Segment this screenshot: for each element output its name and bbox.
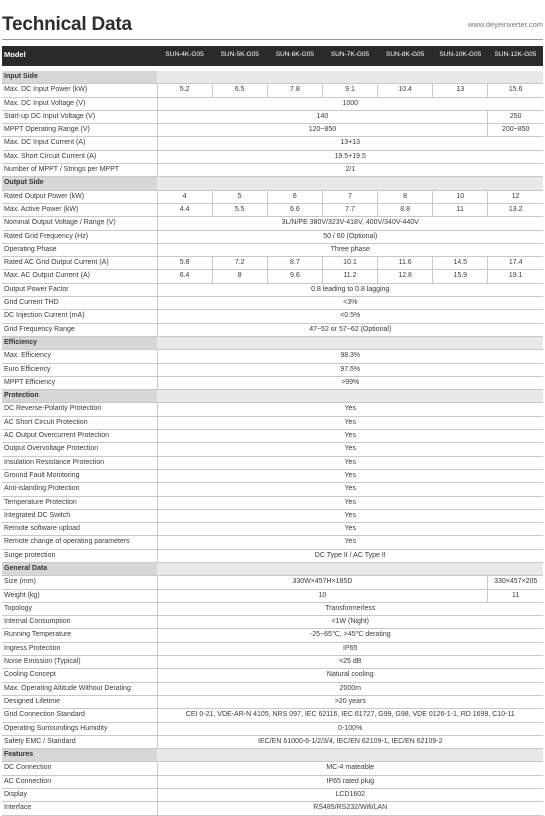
model-name: SUN-4K-G05 (157, 46, 212, 65)
model-name: SUN-10K-G05 (433, 46, 488, 65)
section-header-row (2, 562, 543, 575)
spec-value: 13+13 (157, 137, 543, 150)
spec-row (2, 762, 543, 775)
spec-label: DC Reverse-Polarity Protection (2, 403, 157, 416)
spec-row (2, 536, 543, 549)
spec-label: Max. Active Power (kW) (2, 203, 157, 216)
spec-label: Insulation Resistance Protection (2, 456, 157, 469)
spec-row (2, 323, 543, 336)
spec-row (2, 350, 543, 363)
spec-value: <25 dB (157, 656, 543, 669)
model-label: Model (2, 46, 157, 65)
spec-row (2, 496, 543, 509)
spec-value: Transformerless (157, 602, 543, 615)
spec-label: MPPT Operating Range (V) (2, 124, 157, 137)
section-title: Efficiency (2, 336, 157, 349)
spec-value: 15.9 (433, 270, 488, 283)
spec-row (2, 363, 543, 376)
spec-value: Natural cooling (157, 669, 543, 682)
spec-value: 19.5+19.5 (157, 150, 543, 163)
spec-label: Designed Lifetime (2, 695, 157, 708)
spec-row (2, 97, 543, 110)
model-name: SUN-5K-G05 (212, 46, 267, 65)
spec-label: Noise Emission (Typical) (2, 656, 157, 669)
spec-value: IP65 (157, 642, 543, 655)
spec-value: >99% (157, 376, 543, 389)
spec-table-body (2, 46, 543, 815)
spec-label: Running Temperature (2, 629, 157, 642)
spec-value: Yes (157, 483, 543, 496)
spec-value: 12.8 (378, 270, 433, 283)
spec-label: Nominal Output Voltage / Range (V) (2, 217, 157, 230)
spec-row (2, 217, 543, 230)
spec-value: 8 (212, 270, 267, 283)
spec-row (2, 456, 543, 469)
spec-label: MPPT Efficiency (2, 376, 157, 389)
spec-value: 12 (488, 190, 543, 203)
spec-row (2, 695, 543, 708)
spec-row (2, 124, 543, 137)
spec-value: 6.6 (267, 203, 322, 216)
spec-label: Operating Phase (2, 243, 157, 256)
spec-row (2, 137, 543, 150)
spec-row (2, 270, 543, 283)
spec-row (2, 722, 543, 735)
spec-label: Cooling Concept (2, 669, 157, 682)
spec-value: 7 (322, 190, 377, 203)
spec-row (2, 523, 543, 536)
model-header-row (2, 46, 543, 65)
spec-value: 5.8 (157, 257, 212, 270)
spec-row (2, 616, 543, 629)
spec-label: DC Injection Current (mA) (2, 310, 157, 323)
spec-row (2, 642, 543, 655)
spec-label: Output Overvoltage Protection (2, 443, 157, 456)
spec-value: 19.1 (488, 270, 543, 283)
spec-label: Start-up DC Input Voltage (V) (2, 110, 157, 123)
spec-label: Anti-islanding Protection (2, 483, 157, 496)
spec-row (2, 576, 543, 589)
model-name: SUN-7K-G05 (322, 46, 377, 65)
spec-value: 11.6 (378, 257, 433, 270)
spec-value: 10.4 (378, 84, 433, 97)
spec-label: Temperature Protection (2, 496, 157, 509)
spec-label: Rated Grid Frequency (Hz) (2, 230, 157, 243)
spec-value: 50 / 60 (Optional) (157, 230, 543, 243)
spec-label: Rated AC Grid Output Current (A) (2, 257, 157, 270)
spec-label: Grid Frequency Range (2, 323, 157, 336)
section-header-row (2, 336, 543, 349)
section-fill (157, 336, 543, 349)
section-title: Features (2, 749, 157, 762)
spec-row (2, 443, 543, 456)
spec-row (2, 297, 543, 310)
section-title: Input Side (2, 71, 157, 84)
spec-value: 0-100% (157, 722, 543, 735)
spec-label: Topology (2, 602, 157, 615)
spec-row (2, 164, 543, 177)
spec-label: DC Connection (2, 762, 157, 775)
spec-value: CEI 0-21, VDE-AR-N 4105, NRS 097, IEC 62116, IEC 61727, G99, G98, VDE 0126-1-1, RD 1699, C10-11 (157, 709, 543, 722)
spec-value: 5.2 (157, 84, 212, 97)
model-name: SUN-8K-G05 (378, 46, 433, 65)
spec-label: Max. Efficiency (2, 350, 157, 363)
spec-value: LCD1602 (157, 789, 543, 802)
spec-row (2, 310, 543, 323)
section-fill (157, 177, 543, 190)
spec-label: AC Connection (2, 775, 157, 788)
spec-value: 6.4 (157, 270, 212, 283)
section-fill (157, 749, 543, 762)
spec-label: Output Power Factor (2, 283, 157, 296)
spec-label: Integrated DC Switch (2, 509, 157, 522)
spec-value: 17.4 (488, 257, 543, 270)
spec-label: AC Short Circuit Protection (2, 416, 157, 429)
spec-row (2, 735, 543, 748)
spec-row (2, 84, 543, 97)
spec-row (2, 549, 543, 562)
spec-value: 11 (488, 589, 543, 602)
website-link[interactable]: www.deyeinverter.com (467, 20, 543, 29)
spec-row (2, 110, 543, 123)
spec-value: 97.5% (157, 363, 543, 376)
spec-value: 8.8 (378, 203, 433, 216)
spec-label: Euro Efficiency (2, 363, 157, 376)
spec-label: Internal Consumption (2, 616, 157, 629)
section-fill (157, 71, 543, 84)
spec-value: 15.6 (488, 84, 543, 97)
spec-value: 14.5 (433, 257, 488, 270)
spec-value: Three phase (157, 243, 543, 256)
spec-row (2, 403, 543, 416)
spec-value: 6 (267, 190, 322, 203)
spec-label: Size (mm) (2, 576, 157, 589)
spec-value: IP65 rated plug (157, 775, 543, 788)
spec-value: 47~52 or 57~62 (Optional) (157, 323, 543, 336)
spec-label: Remote change of operating parameters (2, 536, 157, 549)
spec-value: 3L/N/PE 380V/323V-418V, 400V/340V-440V (157, 217, 543, 230)
spec-value: 7.2 (212, 257, 267, 270)
spec-value: IEC/EN 61000-6-1/2/3/4, IEC/EN 62109-1, IEC/EN 62109-2 (157, 735, 543, 748)
spec-value: 5 (212, 190, 267, 203)
spec-value: 8.7 (267, 257, 322, 270)
spec-value: 8 (378, 190, 433, 203)
section-header-row (2, 749, 543, 762)
section-header-row (2, 177, 543, 190)
spec-row (2, 802, 543, 815)
spec-row (2, 589, 543, 602)
spec-value: 13.2 (488, 203, 543, 216)
spec-row (2, 257, 543, 270)
spec-value: 250 (488, 110, 543, 123)
spec-value: Yes (157, 416, 543, 429)
spec-label: Safety EMC / Standard (2, 735, 157, 748)
spec-value: 120~850 (157, 124, 488, 137)
section-fill (157, 562, 543, 575)
spec-label: Number of MPPT / Strings per MPPT (2, 164, 157, 177)
spec-value: 0.8 leading to 0.8 lagging (157, 283, 543, 296)
spec-value: RS485/RS232/Wifi/LAN (157, 802, 543, 815)
spec-value: 2/1 (157, 164, 543, 177)
spec-value: <1W (Night) (157, 616, 543, 629)
spec-value: Yes (157, 523, 543, 536)
spec-value: 1000 (157, 97, 543, 110)
spec-value: 9.6 (267, 270, 322, 283)
spec-row (2, 376, 543, 389)
spec-value: 98.3% (157, 350, 543, 363)
spec-label: Max. DC Input Voltage (V) (2, 97, 157, 110)
spec-value: 10 (157, 589, 488, 602)
spec-row (2, 469, 543, 482)
spec-row (2, 682, 543, 695)
spec-row (2, 416, 543, 429)
spec-value: 13 (433, 84, 488, 97)
spec-value: DC Type II / AC Type II (157, 549, 543, 562)
spec-value: Yes (157, 430, 543, 443)
spec-value: -25~65℃, >45℃ derating (157, 629, 543, 642)
section-header-row (2, 71, 543, 84)
spec-value: 10.1 (322, 257, 377, 270)
spec-value: >20 years (157, 695, 543, 708)
page-header (2, 10, 543, 40)
spec-label: Remote software upload (2, 523, 157, 536)
spec-value: 2000m (157, 682, 543, 695)
spec-label: Surge protection (2, 549, 157, 562)
spec-label: Max. AC Output Current (A) (2, 270, 157, 283)
spec-value: <0.5% (157, 310, 543, 323)
spec-value: 4.4 (157, 203, 212, 216)
spec-value: 4 (157, 190, 212, 203)
header-divider (2, 39, 543, 40)
spec-row (2, 190, 543, 203)
spec-label: Ground Fault Monitoring (2, 469, 157, 482)
spec-label: Max. Short Circuit Current (A) (2, 150, 157, 163)
spec-row (2, 709, 543, 722)
spec-value: 140 (157, 110, 488, 123)
spec-label: Display (2, 789, 157, 802)
spec-value: 9.1 (322, 84, 377, 97)
spec-row (2, 789, 543, 802)
page-title: Technical Data (2, 14, 132, 35)
spec-row (2, 150, 543, 163)
spec-value: Yes (157, 509, 543, 522)
spec-label: Max. Operating Altitude Without Derating (2, 682, 157, 695)
model-name: SUN-12K-G05 (488, 46, 543, 65)
spec-row (2, 203, 543, 216)
section-fill (157, 390, 543, 403)
spec-value: Yes (157, 403, 543, 416)
spec-row (2, 656, 543, 669)
spec-label: Ingress Protection (2, 642, 157, 655)
spec-label: Max. DC Input Power (kW) (2, 84, 157, 97)
spec-value: Yes (157, 469, 543, 482)
spec-row (2, 430, 543, 443)
spec-row (2, 230, 543, 243)
spec-label: Weight (kg) (2, 589, 157, 602)
spec-value: Yes (157, 536, 543, 549)
section-title: Protection (2, 390, 157, 403)
spec-value: 7.7 (322, 203, 377, 216)
spec-value: MC-4 mateable (157, 762, 543, 775)
section-title: Output Side (2, 177, 157, 190)
spec-value: 6.5 (212, 84, 267, 97)
spec-row (2, 509, 543, 522)
spec-value: 11 (433, 203, 488, 216)
spec-label: Interface (2, 802, 157, 815)
spec-value: Yes (157, 456, 543, 469)
spec-value: 330×457×205 (488, 576, 543, 589)
spec-value: 7.8 (267, 84, 322, 97)
spec-value: 5.5 (212, 203, 267, 216)
spec-value: 200~850 (488, 124, 543, 137)
spec-table (2, 46, 543, 816)
spec-row (2, 283, 543, 296)
spec-label: Operating Surroundings Humidity (2, 722, 157, 735)
spec-value: 10 (433, 190, 488, 203)
spec-row (2, 629, 543, 642)
spec-label: Max. DC Input Current (A) (2, 137, 157, 150)
spec-value: 11.2 (322, 270, 377, 283)
spec-value: <3% (157, 297, 543, 310)
spec-label: Grid Current THD (2, 297, 157, 310)
section-header-row (2, 390, 543, 403)
spec-row (2, 775, 543, 788)
spec-value: Yes (157, 496, 543, 509)
spec-label: Grid Connection Standard (2, 709, 157, 722)
spec-value: 330W×457H×185D (157, 576, 488, 589)
spec-value: Yes (157, 443, 543, 456)
spec-label: Rated Output Power (kW) (2, 190, 157, 203)
spec-row (2, 483, 543, 496)
section-title: General Data (2, 562, 157, 575)
model-name: SUN-6K-G05 (267, 46, 322, 65)
spec-row (2, 602, 543, 615)
spec-row (2, 243, 543, 256)
spec-row (2, 669, 543, 682)
spec-label: AC Output Overcurrent Protection (2, 430, 157, 443)
